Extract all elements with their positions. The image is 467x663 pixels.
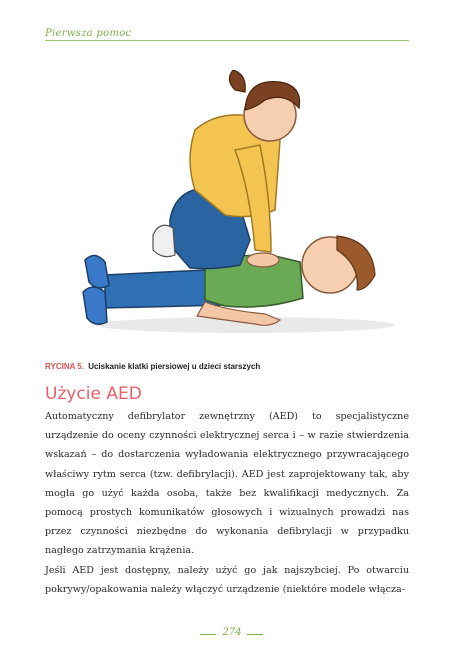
figure-label: RYCINA 5. (45, 362, 84, 371)
child-shoe-top (85, 255, 109, 287)
rescuer-hands (247, 253, 279, 267)
figure-caption (45, 362, 260, 371)
cpr-illustration (75, 70, 395, 350)
section-title: Użycie AED (45, 384, 142, 404)
figure-caption-text: Uciskanie klatki piersiowej u dzieci starszych (88, 362, 261, 371)
footer-rule-left (200, 634, 216, 635)
rescuer-shoe (153, 225, 175, 256)
running-head: Pierwsza pomoc (45, 28, 132, 39)
page-number: 274 (222, 627, 242, 638)
child-shoe-bottom (83, 287, 107, 324)
header-rule (45, 40, 409, 41)
body-text (45, 407, 409, 599)
footer-rule-right (247, 634, 263, 635)
paragraph: Jeśli AED jest dostępny, należy użyć go jak najszybciej. Po otwarciu pokrywy/opakowania należy włączyć urządzenie (niektóre modele włącza- (45, 564, 409, 595)
paragraph: Automatyczny defibrylator zewnętrzny (AED) to specjalistyczne urządzenie do oceny czynności elektrycznej serca i – w razie stwierdzenia wskazań – do dostarczenia wyładowania elektrycznego przywracającego właściwy rytm serca (tzw. defibrylacji). AED jest zaprojektowany tak, aby mogła go użyć każda osoba, także bez kwalifikacji medycznych. Za pomocą prostych komunikatów głosowych i wizualnych prowadzi nas przez czynności niezbędne do wykonania defibrylacji w przypadku nagłego zatrzymania krążenia. (45, 411, 409, 557)
rescuer-ponytail (229, 70, 245, 92)
